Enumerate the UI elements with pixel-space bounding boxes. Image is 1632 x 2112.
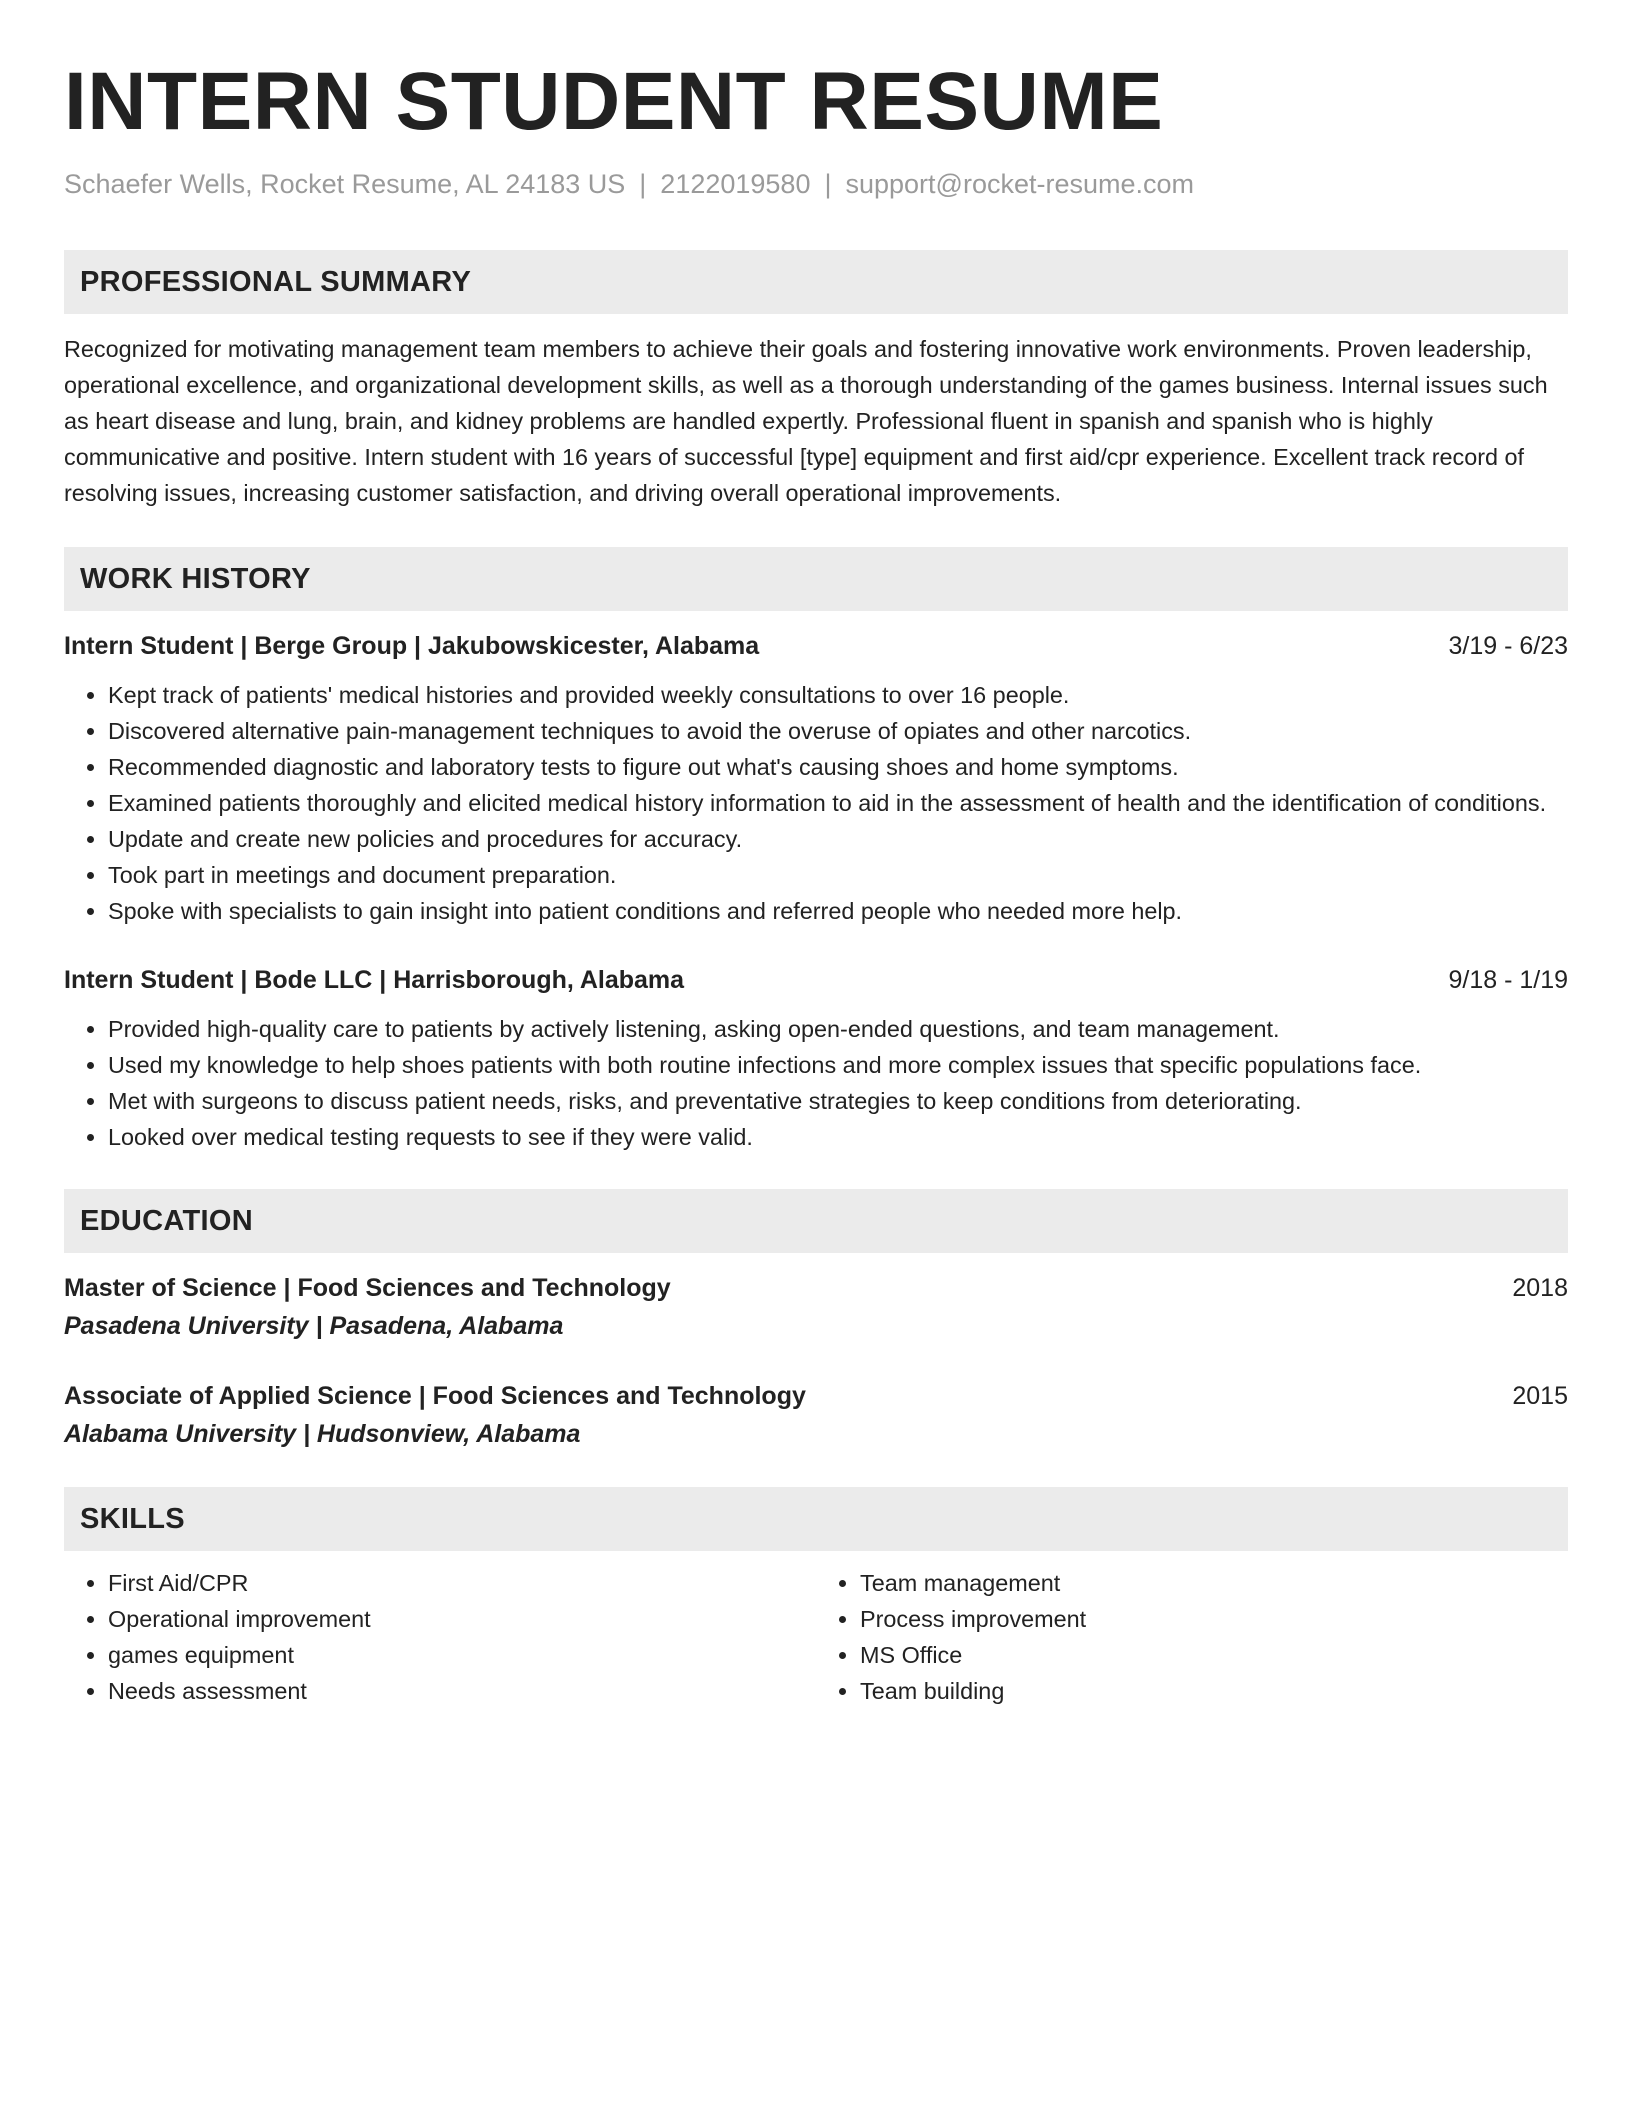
job-dates: 9/18 - 1/19 xyxy=(1448,966,1568,994)
contact-separator: | xyxy=(824,169,832,199)
education-section-header: EDUCATION xyxy=(64,1189,1568,1253)
education-entry xyxy=(64,1377,1568,1453)
job-bullet: • Spoke with specialists to gain insight into patient conditions and referred people who needed more help. xyxy=(108,893,1568,929)
job-bullet: • Looked over medical testing requests to see if they were valid. xyxy=(108,1119,1568,1155)
job-header xyxy=(64,627,1568,665)
job-header xyxy=(64,961,1568,999)
education-entry xyxy=(64,1269,1568,1345)
work-history-section-header: WORK HISTORY xyxy=(64,547,1568,611)
job-title: Intern Student | Bode LLC | Harrisborough, Alabama xyxy=(64,966,685,994)
contact-email: support@rocket-resume.com xyxy=(845,169,1195,199)
skills-column-right xyxy=(816,1565,1568,1709)
resume-title: INTERN STUDENT RESUME xyxy=(64,56,1164,147)
skills-list xyxy=(816,1565,1568,1709)
job-bullet: • Met with surgeons to discuss patient needs, risks, and preventative strategies to keep conditions from deteriorating. xyxy=(108,1083,1568,1119)
contact-line xyxy=(64,164,1568,204)
education-header xyxy=(64,1377,1568,1415)
skills-column-left xyxy=(64,1565,816,1709)
education-year: 2018 xyxy=(1512,1274,1568,1302)
education-header xyxy=(64,1269,1568,1307)
job-bullet: • Update and create new policies and procedures for accuracy. xyxy=(108,821,1568,857)
skill-item: • Needs assessment xyxy=(108,1673,816,1709)
job-bullet: • Recommended diagnostic and laboratory tests to figure out what's causing shoes and home symptoms. xyxy=(108,749,1568,785)
skills-grid xyxy=(64,1565,1568,1709)
job-bullet: • Took part in meetings and document preparation. xyxy=(108,857,1568,893)
education-school: Alabama University | Hudsonview, Alabama xyxy=(64,1420,581,1448)
job-entry xyxy=(64,961,1568,1155)
skills-section-header: SKILLS xyxy=(64,1487,1568,1551)
job-dates: 3/19 - 6/23 xyxy=(1448,632,1568,660)
job-bullet: • Examined patients thoroughly and elicited medical history information to aid in the assessment of health and the identification of conditions. xyxy=(108,785,1568,821)
education-degree: Master of Science | Food Sciences and Technology xyxy=(64,1274,671,1302)
summary-text: Recognized for motivating management team members to achieve their goals and fostering innovative work environments. Proven leadership, operational excellence, and organizational development skills, as well as a thorough understanding of the games business. Internal issues such as heart disease and lung, brain, and kidney problems are handled expertly. Professional fluent in spanish and spanish who is highly communicative and positive. Intern student with 16 years of successful [type] equipment and first aid/cpr experience. Excellent track record of resolving issues, increasing customer satisfaction, and driving overall operational improvements. xyxy=(64,336,1548,506)
contact-separator: | xyxy=(639,169,647,199)
skill-item: • MS Office xyxy=(860,1637,1568,1673)
skill-item: • games equipment xyxy=(108,1637,816,1673)
job-bullet: • Kept track of patients' medical histories and provided weekly consultations to over 16 people. xyxy=(108,677,1568,713)
skill-item: • Operational improvement xyxy=(108,1601,816,1637)
skill-item: • Process improvement xyxy=(860,1601,1568,1637)
education-school: Pasadena University | Pasadena, Alabama xyxy=(64,1312,564,1340)
job-bullet-list xyxy=(64,677,1568,929)
skills-list xyxy=(64,1565,816,1709)
contact-address: Schaefer Wells, Rocket Resume, AL 24183 US xyxy=(64,169,626,199)
job-title: Intern Student | Berge Group | Jakubowskicester, Alabama xyxy=(64,632,760,660)
contact-phone: 2122019580 xyxy=(660,169,811,199)
job-bullet: • Used my knowledge to help shoes patients with both routine infections and more complex issues that specific populations face. xyxy=(108,1047,1568,1083)
skill-item: • Team management xyxy=(860,1565,1568,1601)
job-entry xyxy=(64,627,1568,929)
job-bullet-list xyxy=(64,1011,1568,1155)
education-year: 2015 xyxy=(1512,1382,1568,1410)
summary-section-header: PROFESSIONAL SUMMARY xyxy=(64,250,1568,314)
education-degree: Associate of Applied Science | Food Sciences and Technology xyxy=(64,1382,806,1410)
skill-item: • Team building xyxy=(860,1673,1568,1709)
job-bullet: • Discovered alternative pain-management techniques to avoid the overuse of opiates and other narcotics. xyxy=(108,713,1568,749)
skill-item: • First Aid/CPR xyxy=(108,1565,816,1601)
job-bullet: • Provided high-quality care to patients by actively listening, asking open-ended questions, and team management. xyxy=(108,1011,1568,1047)
